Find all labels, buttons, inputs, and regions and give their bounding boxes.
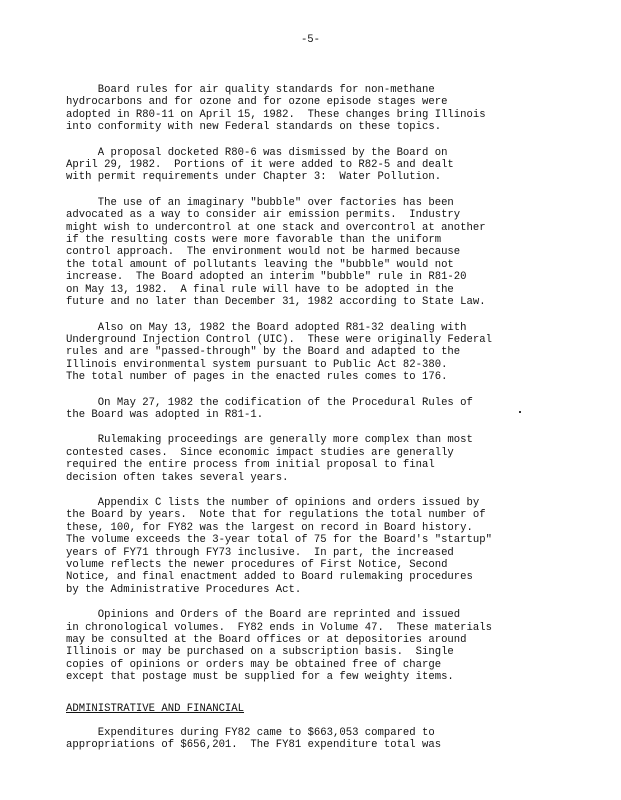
text-line: copies of opinions or orders may be obtained free of charge (66, 658, 442, 671)
document-body (66, 84, 546, 765)
text-line: with permit requirements under Chapter 3: Water Pollution. (66, 171, 442, 184)
text-line: into conformity with new Federal standards on these topics. (66, 121, 442, 134)
text-line: increase. The Board adopted an interim "bubble" rule in R81-20 (66, 271, 467, 284)
text-line: Notice, and final enactment added to Board rulemaking procedures (66, 571, 473, 584)
paragraph-procedural-rules (66, 397, 546, 422)
text-line: may be consulted at the Board offices or at depositories around (66, 634, 467, 647)
text-line: the Board was adopted in R81-1. (66, 408, 264, 421)
paragraph-opinions-orders (66, 609, 546, 683)
text-line: if the resulting costs were more favorable than the uniform (66, 234, 442, 247)
text-line: on May 13, 1982. A final rule will have to be adopted in the (66, 283, 454, 296)
text-line: these, 100, for FY82 was the largest on record in Board history. (66, 521, 473, 534)
section-heading: ADMINISTRATIVE AND FINANCIAL (66, 702, 245, 715)
text-line: might wish to undercontrol at one stack and overcontrol at another (66, 221, 486, 234)
text-line: Expenditures during FY82 came to $663,053 compared to (66, 727, 435, 740)
text-line: adopted in R80-11 on April 15, 1982. These changes bring Illinois (66, 108, 486, 121)
paragraph-uic (66, 322, 546, 384)
text-line: except that postage must be supplied for a few weighty items. (66, 671, 454, 684)
text-line: years of FY71 through FY73 inclusive. In part, the increased (66, 546, 454, 559)
text-line: contested cases. Since economic impact studies are generally (66, 446, 454, 459)
text-line: Appendix C lists the number of opinions and orders issued by (66, 496, 480, 509)
text-line: The use of an imaginary "bubble" over factories has been (66, 196, 454, 209)
text-line: control approach. The environment would not be harmed because (66, 246, 461, 259)
text-line: in chronological volumes. FY82 ends in Volume 47. These materials (66, 621, 492, 634)
paragraph-expenditures (66, 727, 546, 752)
text-line: On May 27, 1982 the codification of the Procedural Rules of (66, 396, 473, 409)
text-line: the Board by years. Note that for regulations the total number of (66, 509, 486, 522)
page-number: -5- (300, 34, 321, 46)
text-line: by the Administrative Procedures Act. (66, 583, 302, 596)
text-line: April 29, 1982. Portions of it were added to R82-5 and dealt (66, 159, 454, 172)
text-line: Board rules for air quality standards for non-methane (66, 84, 435, 96)
text-line: The volume exceeds the 3-year total of 75 for the Board's "startup" (66, 534, 492, 547)
paragraph-bubble-rule (66, 197, 546, 309)
text-line: volume reflects the newer procedures of First Notice, Second (66, 559, 448, 571)
text-line: Illinois or may be purchased on a subscription basis. Single (66, 646, 454, 659)
scan-speck (519, 411, 521, 413)
text-line: decision often takes several years. (66, 471, 289, 484)
text-line: A proposal docketed R80-6 was dismissed by the Board on (66, 146, 448, 159)
paragraph-rulemaking (66, 434, 546, 484)
text-line: appropriations of $656,201. The FY81 expenditure total was (66, 739, 442, 752)
text-line: Also on May 13, 1982 the Board adopted R81-32 dealing with (66, 321, 467, 334)
text-line: Rulemaking proceedings are generally more complex than most (66, 434, 473, 447)
text-line: hydrocarbons and for ozone and for ozone episode stages were (66, 96, 448, 109)
section-administrative-financial (66, 697, 546, 752)
text-line: future and no later than December 31, 1982 according to State Law. (66, 296, 486, 309)
text-line: Illinois environmental system pursuant to Public Act 82-380. (66, 358, 448, 371)
text-line: Opinions and Orders of the Board are reprinted and issued (66, 609, 461, 622)
paragraph-appendix-c (66, 497, 546, 596)
text-line: required the entire process from initial proposal to final (66, 459, 435, 472)
text-line: the total amount of pollutants leaving the "bubble" would not (66, 258, 454, 271)
paragraph-r80-6 (66, 147, 546, 184)
text-line: advocated as a way to consider air emission permits. Industry (66, 209, 461, 222)
paragraph-air-quality (66, 84, 546, 134)
text-line: Underground Injection Control (UIC). These were originally Federal (66, 333, 492, 346)
text-line: The total number of pages in the enacted rules comes to 176. (66, 371, 448, 384)
text-line: rules and are "passed-through" by the Board and adapted to the (66, 346, 461, 359)
